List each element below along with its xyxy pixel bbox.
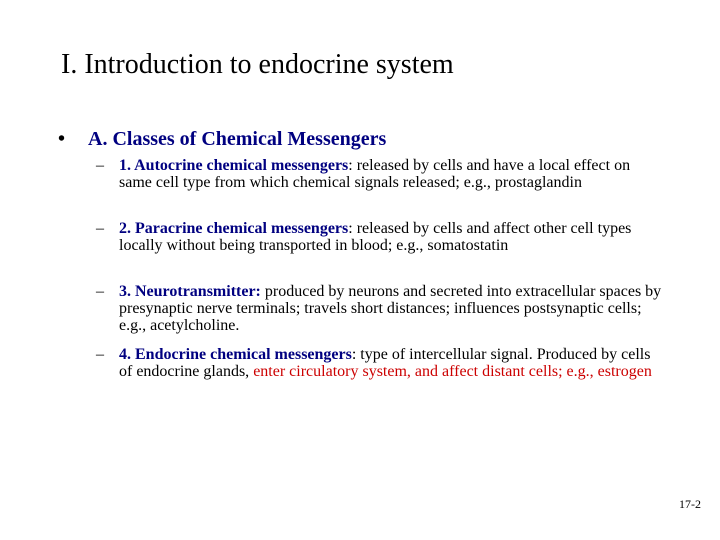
list-item-autocrine bbox=[96, 157, 666, 191]
list-item-neurotransmitter bbox=[96, 283, 666, 334]
list-item-text bbox=[119, 157, 666, 191]
page-number: 17-2 bbox=[679, 497, 701, 511]
list-item-text bbox=[119, 283, 666, 334]
item-highlight: enter circulatory system, and affect distant cells; e.g., estrogen bbox=[253, 363, 652, 380]
section-heading: A. Classes of Chemical Messengers bbox=[88, 128, 387, 150]
bullet-icon: • bbox=[58, 128, 66, 150]
item-description: : released by cells and affect other cell types locally without being transported in blood; e.g., somatostatin bbox=[119, 220, 632, 254]
item-label: 4. Endocrine chemical messengers bbox=[119, 346, 352, 363]
item-description: : type of intercellular signal. Produced by cells of endocrine glands, bbox=[119, 346, 651, 380]
item-description: : released by cells and have a local effect on same cell type from which chemical signals released; e.g., prostaglandin bbox=[119, 157, 631, 191]
item-description: produced by neurons and secreted into extracellular spaces by presynaptic nerve terminals; travels short distances; influences postsynaptic cells; e.g., acetylcholine. bbox=[119, 283, 662, 334]
item-label: 1. Autocrine chemical messengers bbox=[119, 157, 349, 174]
list-item-text bbox=[119, 346, 666, 380]
dash-icon: – bbox=[96, 346, 104, 363]
list-item-text bbox=[119, 220, 666, 254]
dash-icon: – bbox=[96, 220, 104, 237]
list-item-endocrine bbox=[96, 346, 666, 380]
slide-title: I. Introduction to endocrine system bbox=[61, 49, 454, 80]
dash-icon: – bbox=[96, 283, 104, 300]
section-heading-row bbox=[58, 126, 386, 152]
dash-icon: – bbox=[96, 157, 104, 174]
item-label: 2. Paracrine chemical messengers bbox=[119, 220, 349, 237]
item-label: 3. Neurotransmitter: bbox=[119, 283, 261, 300]
list-item-paracrine bbox=[96, 220, 666, 254]
